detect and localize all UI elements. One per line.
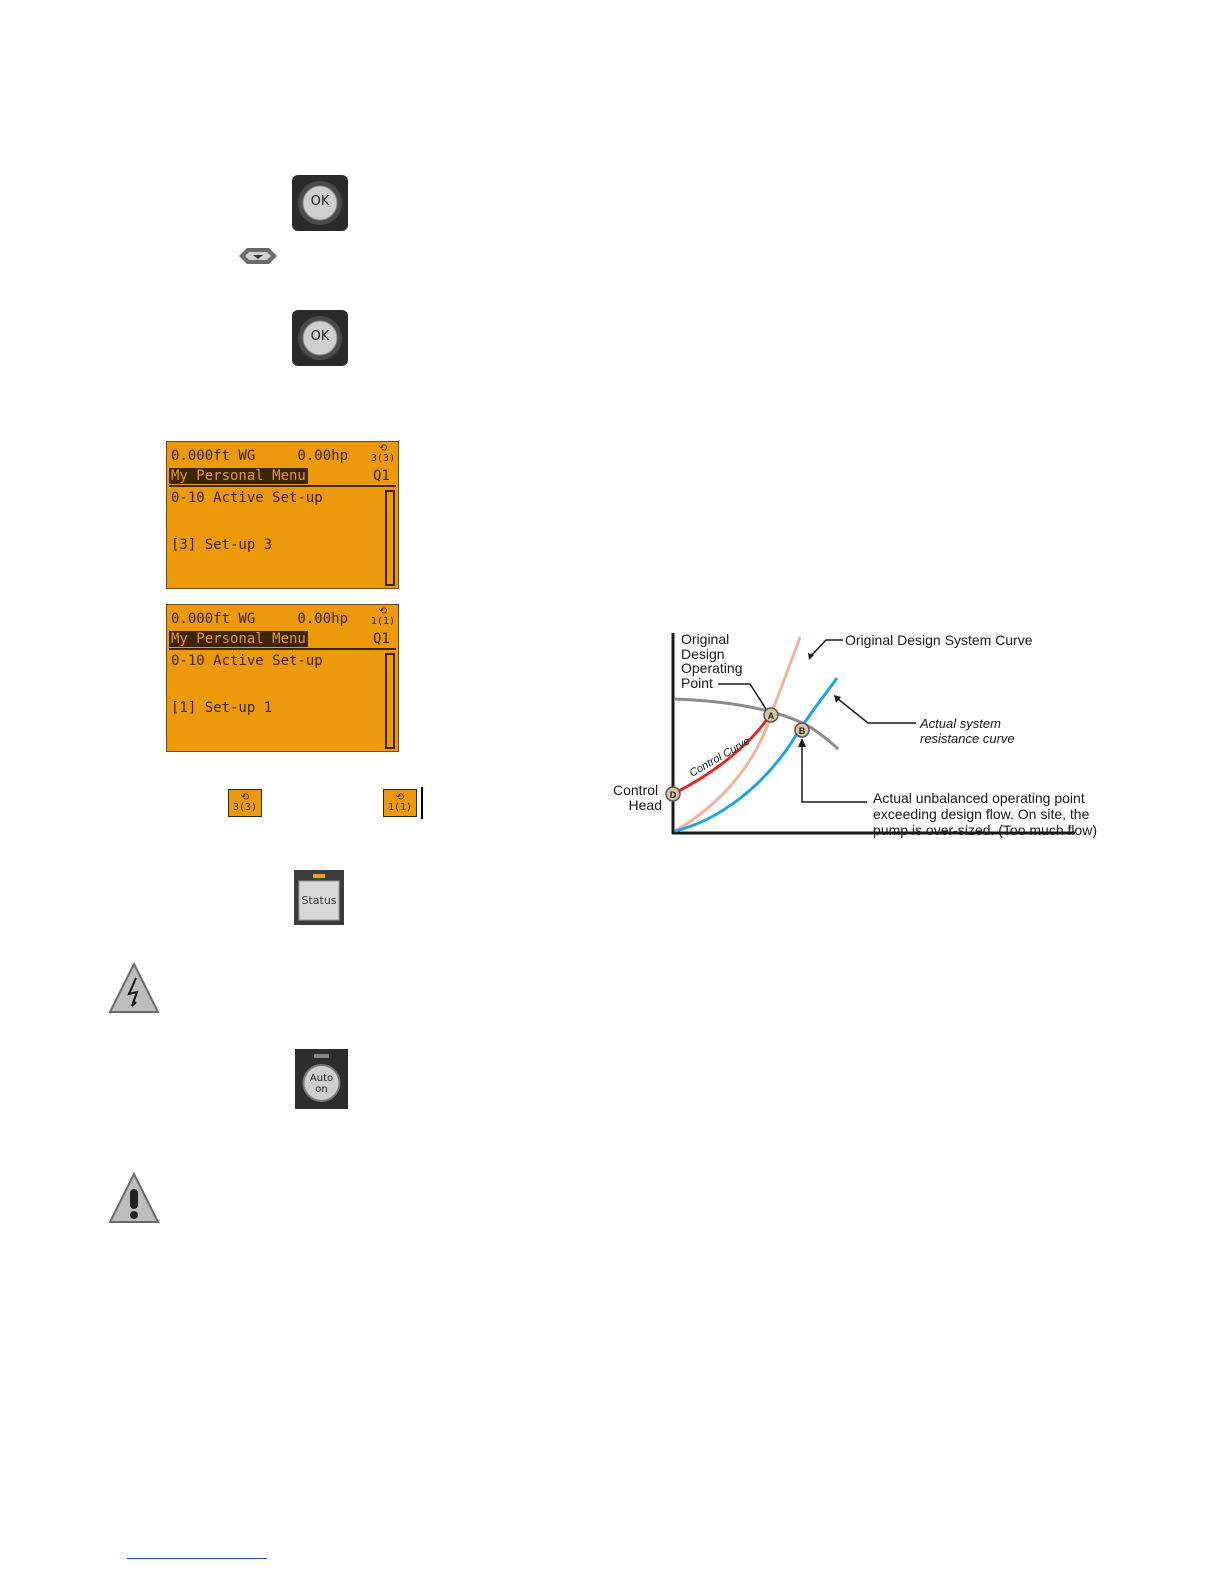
status-button-label: Status [301,894,337,907]
point-a-label: A [767,711,775,721]
leader-original-curve [810,640,843,657]
lcd-status-line: 0.000ft WG 0.00hp [171,448,349,464]
setup-3-indicator-icon: ⟲ 3(3) [228,789,262,817]
lcd-display-setup-1 [166,604,399,752]
pump-curve [675,699,838,749]
lcd-scrollbar [385,653,395,749]
arrow-unbalanced-point [798,738,806,747]
control-curve-label: Control Curve [687,735,753,780]
leader-unbalanced-point [802,743,867,802]
lcd-menu-title: My Personal Menu [171,631,306,647]
point-b-label: B [798,726,806,736]
ok-button-label: OK [310,329,330,344]
lcd-status-line: 0.000ft WG 0.00hp [171,611,349,627]
actual-system-resistance-curve-label: Actual system resistance curve [920,716,1015,746]
control-head-label: Control Head [612,782,662,813]
actual-unbalanced-operating-point-label: Actual unbalanced operating point exceeding design flow. On site, the pump is over-sized. (Too much flow) [873,790,1098,838]
original-design-operating-point-label: Original Design Operating Point [681,631,743,691]
status-button[interactable] [294,870,344,925]
lcd-menu-index: Q1 [373,468,390,484]
auto-on-button[interactable] [295,1049,348,1109]
auto-on-label-line2: on [315,1084,328,1095]
setup-indicator-icon: ⟲ 1(1) [370,606,395,627]
high-voltage-warning-icon [108,962,160,1014]
setup-indicator-icon: ⟲ 3(3) [370,443,395,464]
lcd-menu-index: Q1 [373,631,390,647]
up-down-arrows-icon[interactable] [237,246,279,266]
original-design-system-curve-label: Original Design System Curve [845,632,1033,648]
pump-curve-chart [600,625,1120,850]
ok-button-label: OK [310,194,330,209]
footer-link-underline[interactable] [127,1558,267,1559]
lcd-value: [1] Set-up 1 [171,700,273,716]
point-d-label: D [669,790,677,800]
arrow-actual-curve [834,695,841,703]
ok-button[interactable] [292,175,348,231]
text-cursor [421,787,423,819]
ok-button[interactable] [292,310,348,366]
lcd-scrollbar [385,490,395,586]
leader-actual-curve [838,699,916,723]
lcd-parameter: 0-10 Active Set-up [171,653,323,669]
lcd-parameter: 0-10 Active Set-up [171,490,323,506]
setup-1-indicator-icon: ⟲ 1(1) [383,789,417,817]
lcd-menu-title: My Personal Menu [171,468,306,484]
auto-on-label-line1: Auto [309,1073,334,1084]
exclamation-warning-icon [108,1172,160,1224]
lcd-display-setup-3 [166,441,399,589]
lcd-value: [3] Set-up 3 [171,537,273,553]
